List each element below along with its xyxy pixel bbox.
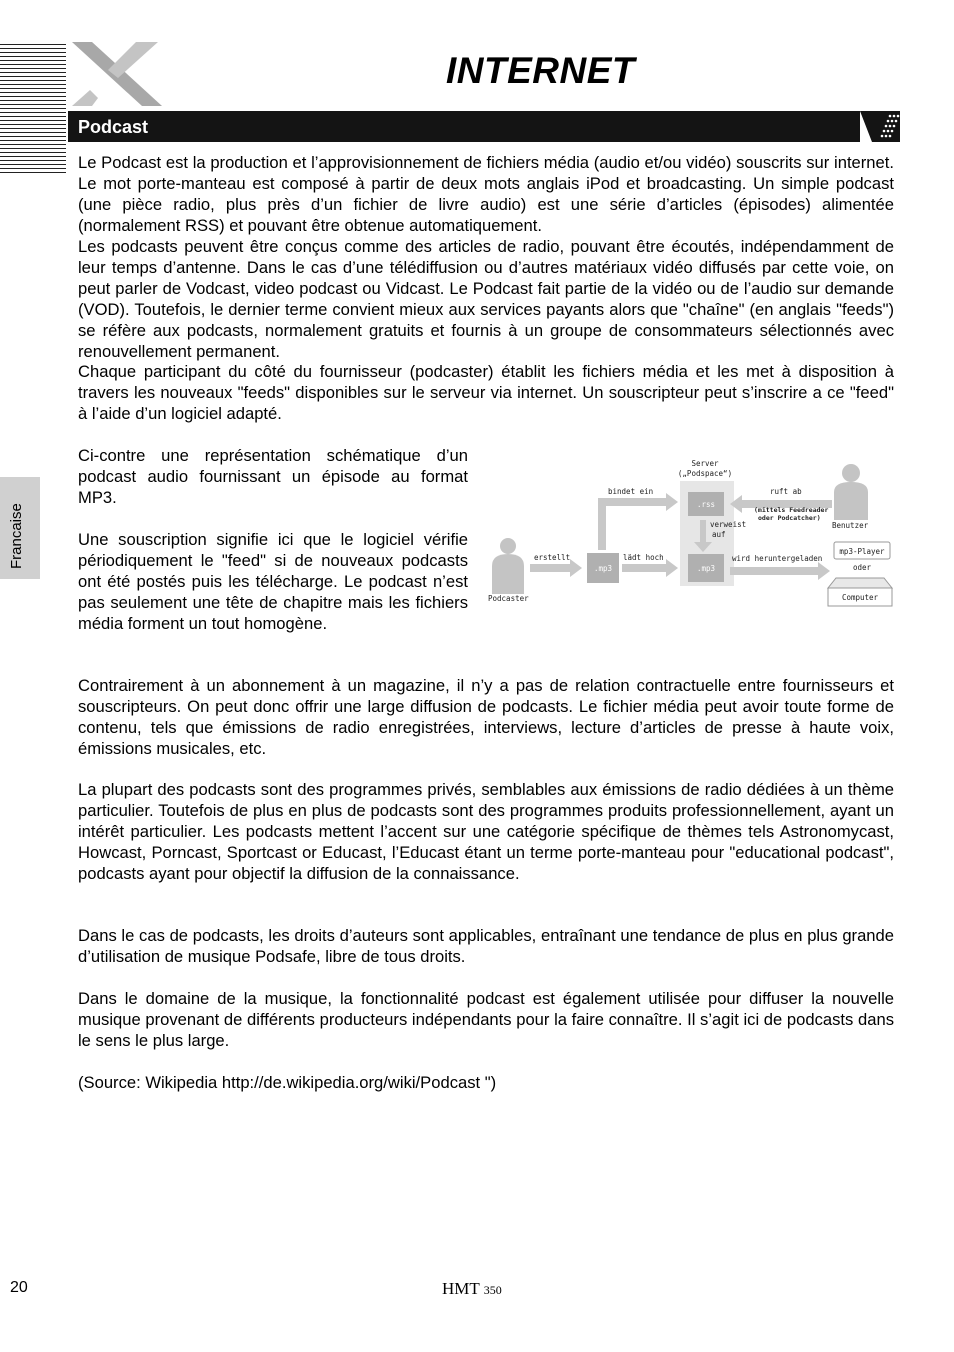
bindet-ein-label: bindet ein (608, 487, 654, 496)
paragraph-subscription: Une souscription signifie ici que le logiciel vérifie périodiquement le "feed" si de nouveaux podcasts ont été postés puis les télécharge. Le podcast n’est pas seulement une tête de chapitre mais les fichiers média forment un tout homogène. (78, 530, 468, 633)
download-arrow-icon (730, 562, 830, 580)
server-podspace-label: („Podspace“) (677, 469, 733, 478)
server-label: Server (691, 459, 719, 468)
section-title: Podcast (78, 117, 149, 137)
decorative-stripes (0, 44, 66, 174)
paragraph-participant: Chaque participant du côté du fournisseur (podcaster) établit les fichiers média et les met à disposition à travers les nouveaux "feeds" disponibles sur le serveur via internet. Un souscripteur peut s’inscrire a ce "feed" à l’aide d’un logiciel adapté. (78, 362, 894, 423)
download-label: wird heruntergeladen (732, 554, 823, 563)
paragraph-copyright: Dans le cas de podcasts, les droits d’auteurs sont applicables, entraînant une tendance de plus en plus grande d’utilisation de musique Podsafe, libre de tous droits. (78, 926, 894, 966)
podcaster-figure-icon (492, 538, 524, 594)
erstellt-label: erstellt (534, 553, 571, 562)
decorative-dots (860, 111, 900, 142)
oder-label: oder (852, 563, 872, 572)
brand-logo (66, 38, 166, 110)
paragraph-contract: Contrairement à un abonnement à un magazine, il n’y a pas de relation contractuelle entre fournisseurs et souscripteurs. On peut donc offrir une large diffusion de podcasts. Le fichier média peut avoir toute forme de contenu, tels que émissions de radio enregistrées, interviews, lecture d’articles de presse à haute voix, émissions musicales, etc. (78, 676, 894, 758)
model-number: 350 (483, 1283, 502, 1297)
auf-label: auf (712, 530, 726, 539)
ruft-ab-label: ruft ab (770, 487, 802, 496)
benutzer-figure-icon (834, 464, 868, 520)
podcast-diagram (484, 454, 896, 614)
mittels-label-2: oder Podcatcher) (758, 514, 821, 522)
computer-label: Computer (841, 593, 879, 602)
benutzer-label: Benutzer (832, 521, 869, 530)
laptop-icon (828, 578, 892, 588)
bindet-ein-arrow-icon (598, 493, 678, 550)
server-mp3-label: .mp3 (696, 564, 716, 573)
model-main: HMT (442, 1279, 480, 1298)
paragraph-schema: Ci-contre une représentation schématique d’un podcast audio fournissant un épisode au format MP3. (78, 446, 468, 507)
upload-label: lädt hoch (623, 553, 664, 562)
mp3-player-label: mp3-Player (839, 547, 885, 556)
paragraph-podcasts-radio: Les podcasts peuvent être conçus comme des articles de radio, pouvant être écoutés, indépendamment de leur temps d’antenne. Dans le cas d’une télédiffusion ou d’autres matériaux vidéo diffusés par cette voie, on peut parler de Vodcast, video podcast ou Vidcast. Le Podcast fait partie de la vidéo ou de l’audio sur demande (VOD). Toutefois, le dernier terme convient mieux aux services payants alors que "chaîne" (en anglais "feeds") se réfère aux podcasts, normalement gratuits et fournis à un groupe de consommateurs sélectionnés avec renouvellement permanent. (78, 237, 894, 361)
mp3-label: .mp3 (593, 564, 613, 573)
mittels-label-1: (mittels Feedreader (754, 506, 829, 514)
paragraph-source: (Source: Wikipedia http://de.wikipedia.org/wiki/Podcast ") (78, 1073, 497, 1092)
podcaster-label: Podcaster (488, 594, 529, 603)
page-title: INTERNET (446, 50, 635, 91)
verweist-label: verweist (710, 520, 747, 529)
language-tab (0, 477, 40, 579)
language-tab-label: Francaise (8, 503, 25, 569)
paragraph-private-programs: La plupart des podcasts sont des programmes privés, semblables aux émissions de radio dédiées à un thème particulier. Toutefois de plus en plus de podcasts sont des programmes produits professionnellement, ayant un intérêt particulier. Les podcasts mettent l’accent sur une catégorie spécifique de thèmes tels Astronomycast, Howcast, Porncast, Sportcast or Educast, l’Educast étant un terme porte-manteau pour "educational podcast", podcasts ayant pour objectif la diffusion de la connaissance. (78, 780, 894, 883)
model-name (442, 1279, 502, 1299)
section-header (68, 111, 900, 142)
paragraph-intro: Le Podcast est la production et l’approvisionnement de fichiers média (audio et/ou vidéo) souscrits sur internet. Le mot porte-manteau est composé à partir de deux mots anglais iPod et broadcasting. Un simple podcast (une pièce radio, plus près d’un fichier de livre audio) est une série d’articles (épisodes) alimentée (normalement RSS) et pouvant être obtenue automatiquement. (78, 153, 894, 235)
page-number: 20 (10, 1279, 28, 1296)
rss-label: .rss (696, 500, 716, 509)
paragraph-music: Dans le domaine de la musique, la fonctionnalité podcast est également utilisée pour diffuser la nouvelle musique provenant de différents producteurs indépendants pour la faire connaître. Il s’agit ici de podcasts dans le sens le plus large. (78, 989, 894, 1050)
